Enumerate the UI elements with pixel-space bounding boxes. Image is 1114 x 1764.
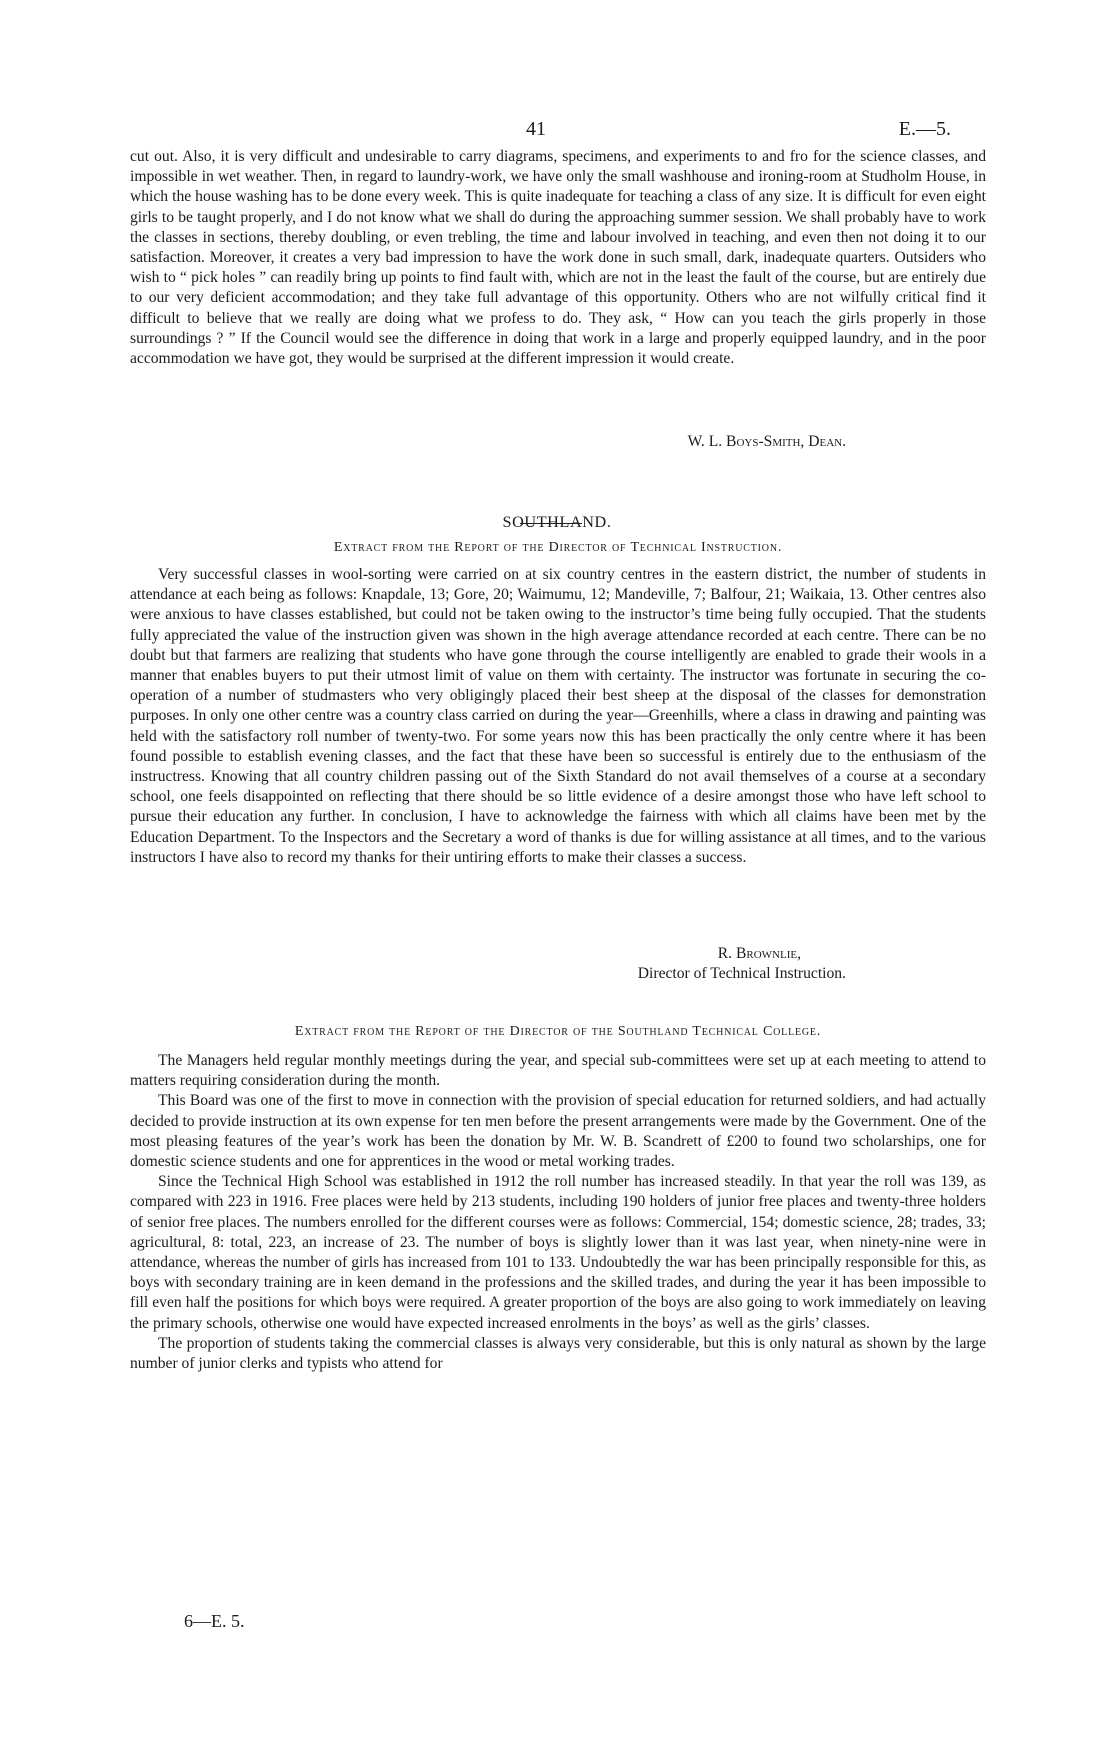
page-number: 41 [526,118,546,140]
signature-title: Director of Technical Instruction. [637,965,846,982]
paragraph: The Managers held regular monthly meetings during the year, and special sub-committees were set up at each meeting to attend to matters requiring consideration during the month. [130,1052,986,1090]
signature-name: R. Brownlie, [717,945,801,962]
paragraph: The proportion of students taking the commercial classes is always very considerable, but this is only natural as shown by the large number of junior clerks and typists who attend for [130,1334,986,1373]
dean-signature: W. L. Boys-Smith, Dean. [687,433,846,450]
continued-text-block [130,147,986,369]
paragraph: Very successful classes in wool-sorting were carried on at six country centres in the eastern district, the number of students in attendance at each being as follows: Knapdale, 13; Gore, 20; Waimumu, 12; Mandeville, 7; Balfour, 21; Waikaia, 13. Other centres also were anxious to have classes established, but could not be taken owing to the instructor’s time being fully occupied. That the students fully appreciated the value of the instruction given was shown in the high average attendance recorded at each centre. There can be no doubt but that farmers are realizing that students who have gone through the course intelligently are enabled to grade their wools in a manner that enables buyers to put their utmost limit of value on them with certainty. The instructor was fortunate in securing the co-operation of a number of studmasters who very obligingly placed their best sheep at the disposal of the classes for demonstration purposes. In only one other centre was a country class carried on during the year—Greenhills, where a class in drawing and painting was held with the satisfactory roll number of twenty-two. For some years now this has been practically the only centre where it has been found possible to establish evening classes, and the fact that these have been so successful is entirely due to the enthusiasm of the instructress. Knowing that all country children passing out of the Sixth Standard do not avail themselves of a course at a secondary school, one feels disappointed on reflecting that there should be so little evidence of a desire amongst those who have left school to pursue their education any further. In conclusion, I have to acknowledge the fairness with which all claims have been met by the Education Department. To the Inspectors and the Secretary a word of thanks is due for willing assistance at all times, and to the various instructors I have also to record my thanks for their untiring efforts to make their classes a success. [130,566,986,866]
document-reference: E.—5. [898,118,951,140]
college-report-text [130,1051,986,1374]
paragraph: Since the Technical High School was established in 1912 the roll number has increased steadily. In that year the roll was 139, as compared with 223 in 1916. Free places were held by 213 students, including 190 holders of junior free places and twenty-three holders of senior free places. The numbers enrolled for the different courses were as follows: Commercial, 154; domestic science, 28; trades, 33; agricultural, 8: total, 223, an increase of 23. The number of boys is slightly lower than it was last year, when ninety-nine were in attendance, whereas the number of girls has increased from 101 to 133. Undoubtedly the war has been principally responsible for this, as boys with secondary training are in keen demand in the professions and the skilled trades, and during the year it has been impossible to fill even half the positions for which boys were required. A greater proportion of the boys are also going to work immediately on leaving the primary schools, otherwise one would have expected increased enrolments in the boys’ as well as the girls’ classes. [130,1173,986,1332]
subheading-technical-instruction: Extract from the Report of the Director of Technical Instruction. [333,540,783,555]
signature-mark: 6—E. 5. [184,1611,245,1631]
section-heading-southland: SOUTHLAND. [502,513,612,531]
subheading-technical-college: Extract from the Report of the Director of the Southland Technical College. [294,1024,822,1039]
paragraph: This Board was one of the first to move in connection with the provision of special education for returned soldiers, and had actually decided to provide instruction at its own expense for ten men before the present arrangements were made by the Government. One of the most pleasing features of the year’s work has been the donation by Mr. W. B. Scandrett of £200 to found two scholarships, one for domestic science students and one for apprentices in the wood or metal working trades. [130,1092,986,1171]
southland-report-text [130,565,986,868]
paragraph: cut out. Also, it is very difficult and undesirable to carry diagrams, specimens, and experiments to and fro for the science classes, and impossible in wet weather. Then, in regard to laundry-work, we have only the small washhouse and ironing-room at Studholm House, in which the house washing has to be done every week. This is quite inadequate for teaching a class of any size. It is difficult for even eight girls to be taught properly, and I do not know what we shall do during the approaching summer session. We shall probably have to work the classes in sections, thereby doubling, or even trebling, the time and labour involved in teaching, and even then not doing it to our satisfaction. Moreover, it creates a very bad impression to have the work done in such small, dark, inadequate quarters. Outsiders who wish to “ pick holes ” can readily bring up points to find fault with, which are not in the least the fault of the course, but are entirely due to our very deficient accommodation; and they take full advantage of this opportunity. Others who are not wilfully critical find it difficult to believe that we really are doing what we profess to do. They ask, “ How can you teach the girls properly in those surroundings ? ” If the Council would see the difference in doing that work in a large and properly equipped laundry, and in the poor accommodation we have got, they would be surprised at the different impression it would create. [130,148,986,368]
